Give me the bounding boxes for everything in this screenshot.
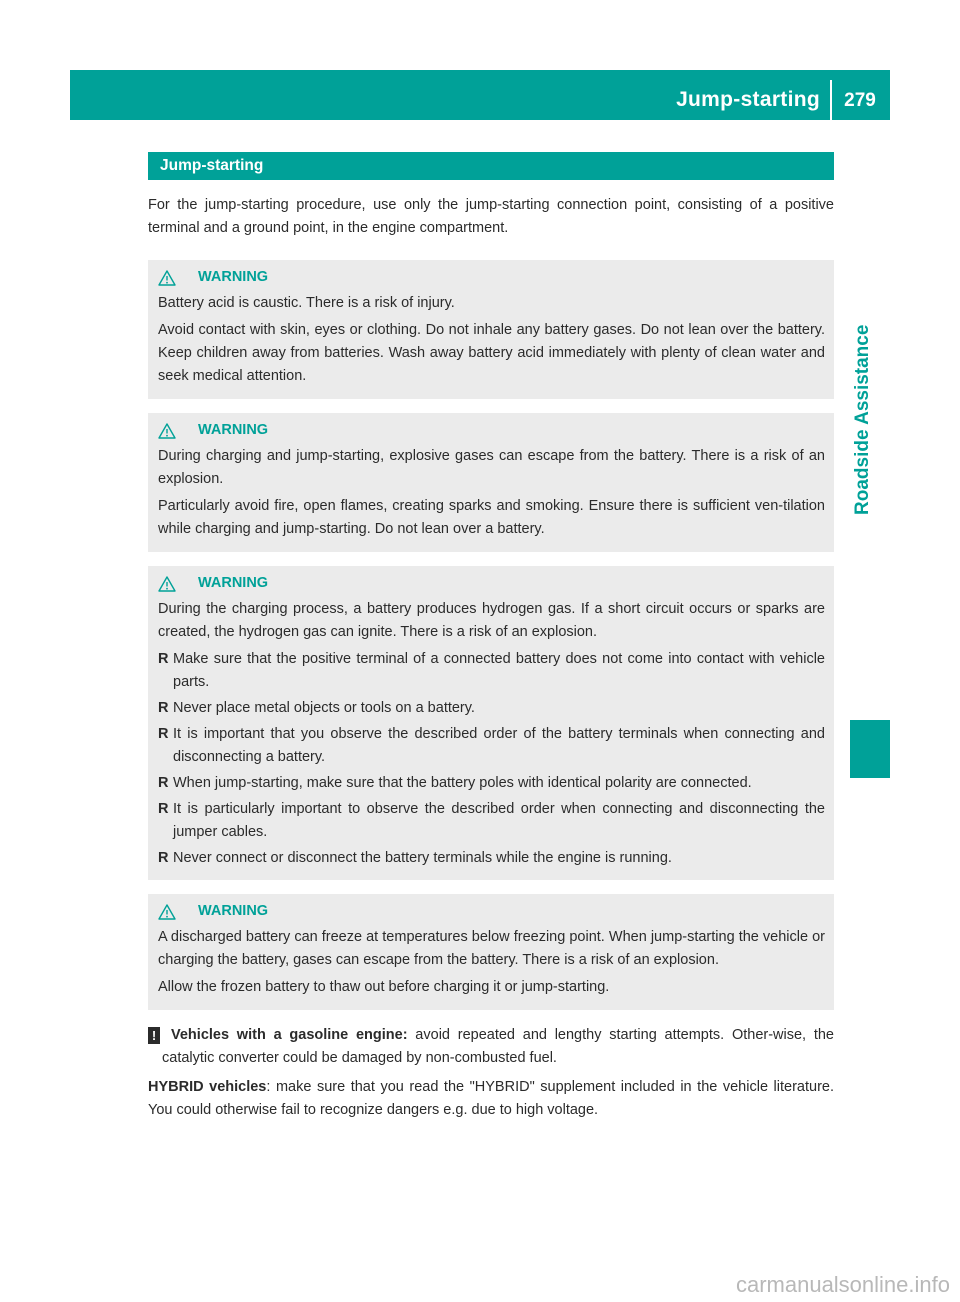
warning-triangle-icon bbox=[158, 270, 176, 286]
intro-paragraph: For the jump-starting procedure, use only the jump-starting connection point, consisting of a positive terminal and a ground point, in the engine compartment. bbox=[148, 197, 834, 236]
list-item bbox=[158, 723, 825, 769]
warning-label: WARNING bbox=[198, 575, 269, 591]
warning-heading bbox=[158, 572, 825, 595]
hybrid-text: : make sure that you read the "HYBRID" supplement included in the vehicle literature. You could otherwise fail to recognize dangers e.g. due to high voltage. bbox=[148, 1079, 834, 1118]
bullet-icon: R bbox=[158, 801, 169, 817]
bullet-icon: R bbox=[158, 726, 169, 742]
list-item bbox=[158, 772, 825, 795]
list-item bbox=[158, 847, 825, 870]
list-item-text: It is important that you observe the described order of the battery terminals when connecting and disconnecting a battery. bbox=[173, 726, 825, 765]
warning-triangle-icon bbox=[158, 576, 176, 592]
list-item bbox=[158, 648, 825, 694]
page-content bbox=[148, 152, 834, 1122]
warning-text: Particularly avoid fire, open flames, creating sparks and smoking. Ensure there is sufficient ven-tilation while charging and jump-starting. Do not lean over a battery. bbox=[158, 498, 825, 537]
bullet-icon: R bbox=[158, 651, 169, 667]
warning-bullet-list bbox=[158, 648, 825, 870]
bullet-icon: R bbox=[158, 850, 169, 866]
warning-box-4 bbox=[148, 894, 834, 1010]
list-item-text: Make sure that the positive terminal of a connected battery does not come into contact with vehicle parts. bbox=[173, 651, 825, 690]
warning-triangle-icon bbox=[158, 904, 176, 920]
chapter-marker-block bbox=[850, 720, 890, 778]
warning-heading bbox=[158, 900, 825, 923]
bullet-icon: R bbox=[158, 775, 169, 791]
warning-text: During the charging process, a battery produces hydrogen gas. If a short circuit occurs or sparks are created, the hydrogen gas can ignite. There is a risk of an explosion. bbox=[158, 601, 825, 640]
hybrid-vehicles-note bbox=[148, 1076, 834, 1122]
warning-triangle-icon bbox=[158, 423, 176, 439]
list-item-text: When jump-starting, make sure that the battery poles with identical polarity are connected. bbox=[173, 775, 752, 791]
warning-text: During charging and jump-starting, explosive gases can escape from the battery. There is a risk of an explosion. bbox=[158, 448, 825, 487]
page-header-bar bbox=[70, 70, 890, 120]
warning-heading bbox=[158, 266, 825, 289]
warning-text: Allow the frozen battery to thaw out before charging it or jump-starting. bbox=[158, 979, 610, 995]
watermark: carmanualsonline.info bbox=[735, 1272, 950, 1297]
warning-label: WARNING bbox=[198, 422, 269, 438]
chapter-label: Roadside Assistance bbox=[852, 324, 873, 515]
list-item-text: Never place metal objects or tools on a battery. bbox=[173, 700, 475, 716]
list-item-text: Never connect or disconnect the battery terminals while the engine is running. bbox=[173, 850, 672, 866]
warning-label: WARNING bbox=[198, 903, 269, 919]
list-item bbox=[158, 798, 825, 844]
warning-text: A discharged battery can freeze at temperatures below freezing point. When jump-starting the vehicle or charging the battery, gases can escape from the battery. There is a risk of an explosion. bbox=[158, 929, 825, 968]
warning-text: Avoid contact with skin, eyes or clothing. Do not inhale any battery gases. Do not lean over the battery. Keep children away from batteries. Wash away battery acid immediately with plenty of clean water and seek medical attention. bbox=[158, 322, 825, 384]
header-separator bbox=[830, 80, 832, 120]
list-item bbox=[158, 697, 825, 720]
page-number: 279 bbox=[844, 90, 876, 111]
hybrid-bold-label: HYBRID vehicles bbox=[148, 1079, 267, 1095]
exclamation-icon: ! bbox=[148, 1027, 160, 1044]
header-title: Jump-starting bbox=[676, 88, 820, 111]
list-item-text: It is particularly important to observe the described order when connecting and disconnecting the jumper cables. bbox=[173, 801, 825, 840]
warning-heading bbox=[158, 419, 825, 442]
bullet-icon: R bbox=[158, 700, 169, 716]
warning-box-1 bbox=[148, 260, 834, 399]
warning-text: Battery acid is caustic. There is a risk of injury. bbox=[158, 295, 455, 311]
gasoline-engine-note bbox=[148, 1024, 834, 1070]
warning-box-2 bbox=[148, 413, 834, 552]
note-text: avoid repeated and lengthy starting attempts. Other-wise, the catalytic converter could be damaged by non-combusted fuel. bbox=[162, 1027, 834, 1066]
section-title: Jump-starting bbox=[148, 152, 834, 180]
note-bold-label: Vehicles with a gasoline engine: bbox=[171, 1027, 408, 1043]
warning-box-3 bbox=[148, 566, 834, 880]
warning-label: WARNING bbox=[198, 269, 269, 285]
